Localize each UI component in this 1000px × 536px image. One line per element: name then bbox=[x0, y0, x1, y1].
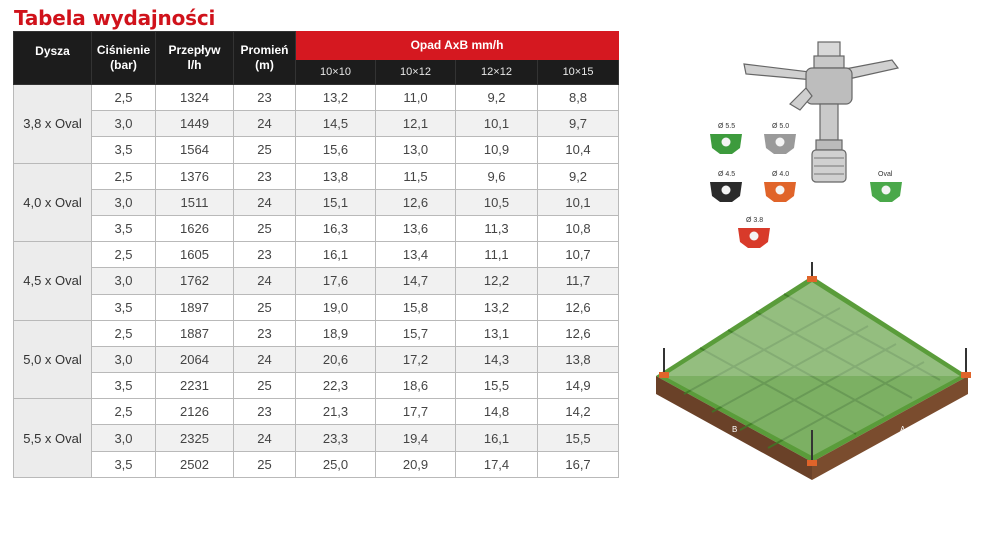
header-spacing: 10×12 bbox=[376, 60, 456, 85]
table-cell: 24 bbox=[234, 268, 296, 294]
header-opad: Opad AxB mm/h bbox=[296, 32, 619, 60]
table-row bbox=[14, 163, 619, 189]
table-cell: 14,3 bbox=[456, 346, 538, 372]
table-row bbox=[14, 425, 619, 451]
table-cell: 1605 bbox=[156, 242, 234, 268]
nozzle-tips bbox=[710, 123, 902, 248]
table-cell: 13,2 bbox=[296, 85, 376, 111]
table-cell: 14,5 bbox=[296, 111, 376, 137]
table-row bbox=[14, 189, 619, 215]
table-cell: 23 bbox=[234, 320, 296, 346]
table-cell: 2,5 bbox=[92, 163, 156, 189]
table-cell: 24 bbox=[234, 111, 296, 137]
table-cell: 23 bbox=[234, 163, 296, 189]
table-cell: 18,9 bbox=[296, 320, 376, 346]
table-cell: 1449 bbox=[156, 111, 234, 137]
table-cell: 2,5 bbox=[92, 320, 156, 346]
table-cell: 15,6 bbox=[296, 137, 376, 163]
nozzle-tip-label: Ø 3.8 bbox=[746, 217, 764, 224]
table-cell: 10,7 bbox=[538, 242, 619, 268]
table-cell: 15,1 bbox=[296, 189, 376, 215]
table-cell: 1376 bbox=[156, 163, 234, 189]
table-cell: 3,0 bbox=[92, 346, 156, 372]
side-label-a: A bbox=[900, 425, 906, 434]
table-cell: 25 bbox=[234, 215, 296, 241]
table-cell: 16,1 bbox=[456, 425, 538, 451]
table-row bbox=[14, 346, 619, 372]
table-row bbox=[14, 451, 619, 477]
nozzle-tip-icon bbox=[738, 217, 770, 248]
nozzle-cell: 5,5 x Oval bbox=[14, 399, 92, 478]
table-cell: 10,9 bbox=[456, 137, 538, 163]
header-przeplyw: Przepływ l/h bbox=[156, 32, 234, 85]
table-cell: 15,7 bbox=[376, 320, 456, 346]
table-cell: 14,7 bbox=[376, 268, 456, 294]
header-promien: Promień (m) bbox=[234, 32, 296, 85]
table-cell: 12,2 bbox=[456, 268, 538, 294]
table-cell: 2,5 bbox=[92, 242, 156, 268]
table-cell: 13,8 bbox=[296, 163, 376, 189]
table-cell: 3,5 bbox=[92, 373, 156, 399]
table-cell: 9,2 bbox=[456, 85, 538, 111]
table-cell: 3,0 bbox=[92, 111, 156, 137]
table-cell: 19,4 bbox=[376, 425, 456, 451]
table-cell: 10,1 bbox=[456, 111, 538, 137]
table-cell: 13,8 bbox=[538, 346, 619, 372]
header-cisnienie: Ciśnienie (bar) bbox=[92, 32, 156, 85]
nozzle-tip-label: Ø 4.0 bbox=[772, 171, 790, 178]
table-cell: 20,6 bbox=[296, 346, 376, 372]
table-cell: 15,5 bbox=[456, 373, 538, 399]
table-cell: 17,4 bbox=[456, 451, 538, 477]
table-cell: 10,4 bbox=[538, 137, 619, 163]
table-row bbox=[14, 215, 619, 241]
table-cell: 8,8 bbox=[538, 85, 619, 111]
field-diagram bbox=[656, 262, 971, 480]
header-spacing: 10×15 bbox=[538, 60, 619, 85]
performance-table bbox=[13, 31, 619, 478]
table-cell: 2502 bbox=[156, 451, 234, 477]
table-cell: 24 bbox=[234, 189, 296, 215]
table-row bbox=[14, 111, 619, 137]
header-spacing: 10×10 bbox=[296, 60, 376, 85]
table-cell: 12,6 bbox=[376, 189, 456, 215]
table-cell: 3,0 bbox=[92, 189, 156, 215]
table-cell: 15,5 bbox=[538, 425, 619, 451]
nozzle-tip-icon bbox=[870, 171, 902, 202]
table-cell: 14,2 bbox=[538, 399, 619, 425]
table-cell: 13,2 bbox=[456, 294, 538, 320]
nozzle-tip-label: Ø 5.0 bbox=[772, 123, 790, 130]
table-cell: 1511 bbox=[156, 189, 234, 215]
table-cell: 16,1 bbox=[296, 242, 376, 268]
table-row bbox=[14, 242, 619, 268]
table-cell: 17,6 bbox=[296, 268, 376, 294]
table-row bbox=[14, 137, 619, 163]
table-cell: 25,0 bbox=[296, 451, 376, 477]
table-cell: 23 bbox=[234, 85, 296, 111]
table-row bbox=[14, 373, 619, 399]
table-cell: 2,5 bbox=[92, 399, 156, 425]
table-cell: 11,3 bbox=[456, 215, 538, 241]
table-cell: 18,6 bbox=[376, 373, 456, 399]
table-cell: 13,4 bbox=[376, 242, 456, 268]
table-cell: 16,3 bbox=[296, 215, 376, 241]
table-cell: 23 bbox=[234, 242, 296, 268]
table-row bbox=[14, 399, 619, 425]
nozzle-cell: 3,8 x Oval bbox=[14, 85, 92, 164]
table-cell: 2325 bbox=[156, 425, 234, 451]
table-row bbox=[14, 268, 619, 294]
table-cell: 3,5 bbox=[92, 294, 156, 320]
table-cell: 13,1 bbox=[456, 320, 538, 346]
nozzle-cell: 4,0 x Oval bbox=[14, 163, 92, 242]
nozzle-tip-icon bbox=[764, 171, 796, 202]
table-cell: 22,3 bbox=[296, 373, 376, 399]
nozzle-tip-label: Oval bbox=[878, 171, 893, 178]
table-cell: 3,5 bbox=[92, 137, 156, 163]
table-cell: 13,0 bbox=[376, 137, 456, 163]
table-cell: 25 bbox=[234, 294, 296, 320]
table-cell: 3,5 bbox=[92, 215, 156, 241]
table-row bbox=[14, 294, 619, 320]
nozzle-cell: 5,0 x Oval bbox=[14, 320, 92, 399]
table-cell: 14,9 bbox=[538, 373, 619, 399]
table-cell: 14,8 bbox=[456, 399, 538, 425]
table-cell: 9,6 bbox=[456, 163, 538, 189]
nozzle-tip-label: Ø 5.5 bbox=[718, 123, 736, 130]
nozzle-tip-label: Ø 4.5 bbox=[718, 171, 736, 178]
table-cell: 16,7 bbox=[538, 451, 619, 477]
table-cell: 23 bbox=[234, 399, 296, 425]
table-cell: 25 bbox=[234, 451, 296, 477]
table-cell: 10,5 bbox=[456, 189, 538, 215]
side-label-b: B bbox=[732, 425, 738, 434]
table-cell: 3,5 bbox=[92, 451, 156, 477]
table-cell: 13,6 bbox=[376, 215, 456, 241]
sprinkler-icon bbox=[744, 42, 898, 182]
table-cell: 23,3 bbox=[296, 425, 376, 451]
table-cell: 1897 bbox=[156, 294, 234, 320]
table-cell: 15,8 bbox=[376, 294, 456, 320]
table-cell: 1887 bbox=[156, 320, 234, 346]
table-cell: 11,0 bbox=[376, 85, 456, 111]
table-cell: 10,8 bbox=[538, 215, 619, 241]
page-title: Tabela wydajności bbox=[14, 6, 216, 30]
table-cell: 12,6 bbox=[538, 320, 619, 346]
table-cell: 25 bbox=[234, 373, 296, 399]
table-cell: 3,0 bbox=[92, 268, 156, 294]
table-cell: 12,6 bbox=[538, 294, 619, 320]
table-cell: 12,1 bbox=[376, 111, 456, 137]
illustration bbox=[640, 0, 1000, 536]
table-cell: 17,2 bbox=[376, 346, 456, 372]
table-cell: 2064 bbox=[156, 346, 234, 372]
table-cell: 17,7 bbox=[376, 399, 456, 425]
table-cell: 11,7 bbox=[538, 268, 619, 294]
table-cell: 1626 bbox=[156, 215, 234, 241]
nozzle-tip-icon bbox=[710, 123, 742, 154]
table-cell: 3,0 bbox=[92, 425, 156, 451]
table-row bbox=[14, 85, 619, 111]
table-cell: 2126 bbox=[156, 399, 234, 425]
table-cell: 1564 bbox=[156, 137, 234, 163]
table-row bbox=[14, 320, 619, 346]
table-cell: 10,1 bbox=[538, 189, 619, 215]
nozzle-cell: 4,5 x Oval bbox=[14, 242, 92, 321]
table-cell: 1324 bbox=[156, 85, 234, 111]
table-cell: 11,5 bbox=[376, 163, 456, 189]
table-cell: 11,1 bbox=[456, 242, 538, 268]
header-spacing: 12×12 bbox=[456, 60, 538, 85]
nozzle-tip-icon bbox=[710, 171, 742, 202]
table-cell: 20,9 bbox=[376, 451, 456, 477]
table-cell: 24 bbox=[234, 346, 296, 372]
illustration-panel bbox=[640, 0, 1000, 536]
table-cell: 19,0 bbox=[296, 294, 376, 320]
table-cell: 24 bbox=[234, 425, 296, 451]
table-cell: 2,5 bbox=[92, 85, 156, 111]
table-cell: 2231 bbox=[156, 373, 234, 399]
table-cell: 9,2 bbox=[538, 163, 619, 189]
table-cell: 9,7 bbox=[538, 111, 619, 137]
table-cell: 1762 bbox=[156, 268, 234, 294]
nozzle-tip-icon bbox=[764, 123, 796, 154]
table-cell: 25 bbox=[234, 137, 296, 163]
table-cell: 21,3 bbox=[296, 399, 376, 425]
header-dysza: Dysza bbox=[14, 32, 92, 85]
